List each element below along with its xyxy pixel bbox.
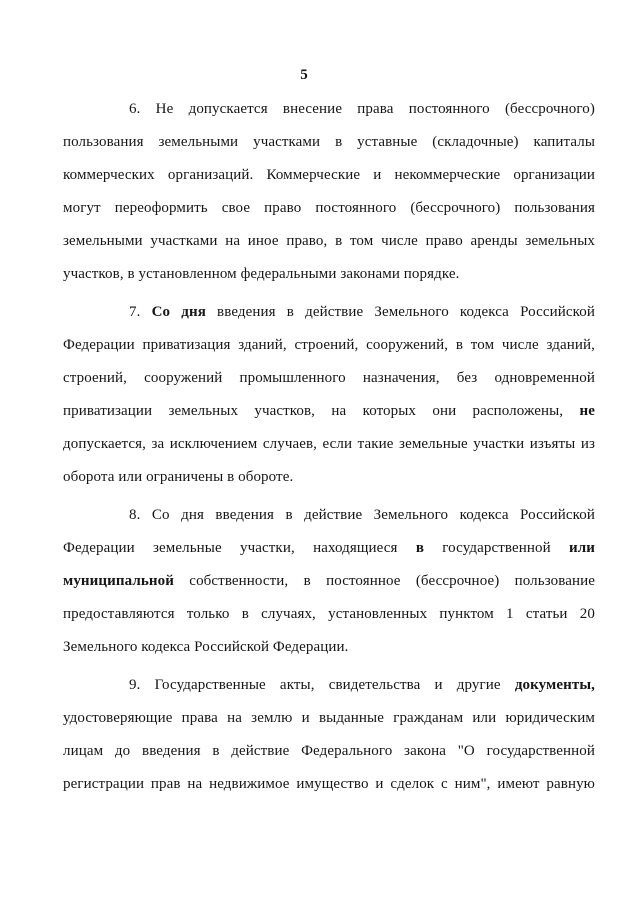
text-line — [63, 631, 595, 664]
page-number: 5 — [300, 67, 308, 83]
text-segment: 7. — [129, 304, 152, 320]
text-segment: пользования земельными участками в уставные (складочные) капиталы — [63, 134, 595, 150]
text-line — [63, 192, 595, 225]
text-line — [63, 126, 595, 159]
text-segment: государственной — [424, 540, 569, 556]
text-line — [63, 159, 595, 192]
text-line — [63, 258, 595, 291]
bold-text-segment: документы, — [514, 677, 595, 693]
text-line — [63, 329, 595, 362]
text-line — [63, 461, 595, 494]
text-line — [63, 532, 595, 565]
text-line — [63, 296, 595, 329]
text-segment: предоставляются только в случаях, установленных пунктом 1 статьи 20 — [63, 606, 595, 622]
bold-text-segment: Со дня — [151, 304, 206, 320]
text-segment: введения в действие Земельного кодекса Российской — [205, 304, 595, 320]
text-segment: участков, в установленном федеральными законами порядке. — [63, 266, 460, 282]
text-segment: Федерации земельные участки, находящиеся — [63, 540, 416, 556]
bold-text-segment: или — [569, 540, 596, 556]
text-line — [63, 768, 595, 801]
paragraph-8 — [63, 499, 595, 664]
text-segment: удостоверяющие права на землю и выданные гражданам или юридическим — [63, 710, 595, 726]
text-segment: регистрации прав на недвижимое имущество и сделок с ним", имеют равную — [63, 776, 595, 792]
text-line — [63, 565, 595, 598]
text-segment: собственности, в постоянное (бессрочное) пользование — [174, 573, 595, 589]
text-segment: Земельного кодекса Российской Федерации. — [63, 639, 349, 655]
text-line — [63, 93, 595, 126]
text-line — [63, 428, 595, 461]
bold-text-segment: не — [579, 403, 595, 419]
text-segment: 8. Со дня введения в действие Земельного кодекса Российской — [129, 507, 595, 523]
text-segment: земельными участками на иное право, в том числе право аренды земельных — [63, 233, 595, 249]
bold-text-segment: в — [415, 540, 425, 556]
text-segment: оборота или ограничены в обороте. — [63, 469, 294, 485]
text-line — [63, 669, 595, 702]
bold-text-segment: муниципальной — [63, 573, 174, 589]
text-line — [63, 598, 595, 631]
text-line — [63, 225, 595, 258]
text-line — [63, 499, 595, 532]
text-line — [63, 735, 595, 768]
paragraph-9 — [63, 669, 595, 801]
text-segment: коммерческих организаций. Коммерческие и некоммерческие организации — [63, 167, 595, 183]
text-segment: строений, сооружений промышленного назначения, без одновременной — [63, 370, 595, 386]
text-segment: лицам до введения в действие Федерального закона "О государственной — [63, 743, 595, 759]
paragraph-6 — [63, 93, 595, 291]
text-body — [63, 93, 595, 801]
text-segment: Федерации приватизация зданий, строений, сооружений, в том числе зданий, — [63, 337, 595, 353]
text-line — [63, 702, 595, 735]
text-segment: 9. Государственные акты, свидетельства и другие — [129, 677, 515, 693]
text-segment: могут переоформить свое право постоянного (бессрочного) пользования — [63, 200, 595, 216]
text-segment: 6. Не допускается внесение права постоянного (бессрочного) — [129, 101, 595, 117]
text-segment: допускается, за исключением случаев, если такие земельные участки изъяты из — [63, 436, 595, 452]
text-segment: приватизации земельных участков, на которых они расположены, — [63, 403, 580, 419]
paragraph-7 — [63, 296, 595, 494]
text-line — [63, 395, 595, 428]
text-line — [63, 362, 595, 395]
